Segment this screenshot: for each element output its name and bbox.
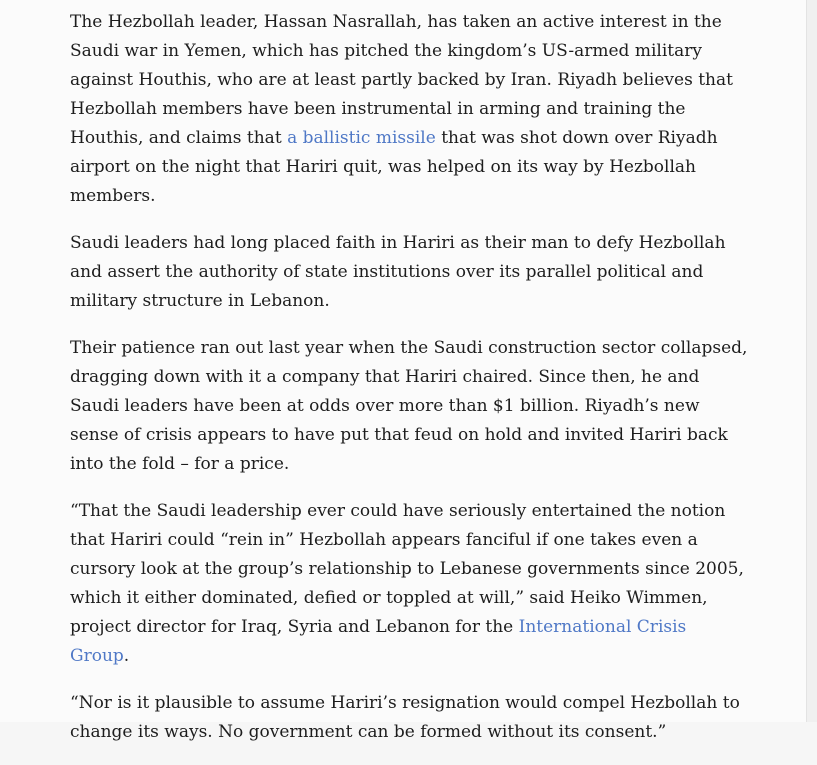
paragraph-1-text-start: The Hezbollah leader, Hassan Nasrallah, has taken an active interest in the Saudi war in Yemen, which has pitched the kingdom’s US-armed military against Houthis, who are at least partly backed by Iran. Riyadh believes that Hezbollah members have been instrumental in arming and training the Houthis, and claims that bbox=[70, 12, 733, 148]
article-paragraph-4 bbox=[70, 497, 750, 671]
paragraph-1-text-end: that was shot down over Riyadh airport on the night that Hariri quit, was helped on its way by Hezbollah members. bbox=[70, 128, 718, 206]
paragraph-4-text-end: . bbox=[123, 646, 130, 666]
article-body bbox=[70, 8, 750, 765]
international-crisis-group-link[interactable]: International Crisis Group bbox=[70, 617, 687, 666]
ballistic-missile-link[interactable]: a ballistic missile bbox=[287, 128, 436, 148]
article-paragraph-2: Saudi leaders had long placed faith in Hariri as their man to defy Hezbollah and assert the authority of state institutions over its parallel political and military structure in Lebanon. bbox=[70, 233, 726, 311]
article-paragraph-3: Their patience ran out last year when the Saudi construction sector collapsed, dragging down with it a company that Hariri chaired. Since then, he and Saudi leaders have been at odds over more than $1 billion. Riyadh’s new sense of crisis appears to have put that feud on hold and invited Hariri back into the fold – for a price. bbox=[70, 338, 748, 474]
article-paragraph-1 bbox=[70, 8, 750, 211]
paragraph-4-text-start: “That the Saudi leadership ever could have seriously entertained the notion that Hariri could “rein in” Hezbollah appears fanciful if one takes even a cursory look at the group’s relationship to Lebanese governments since 2005, which it either dominated, defied or toppled at will,” said Heiko Wimmen, project director for Iraq, Syria and Lebanon for the bbox=[70, 501, 744, 637]
article-paragraph-5: “Nor is it plausible to assume Hariri’s resignation would compel Hezbollah to change its ways. No government can be formed without its consent.” bbox=[70, 693, 740, 742]
window-edge bbox=[807, 0, 817, 722]
